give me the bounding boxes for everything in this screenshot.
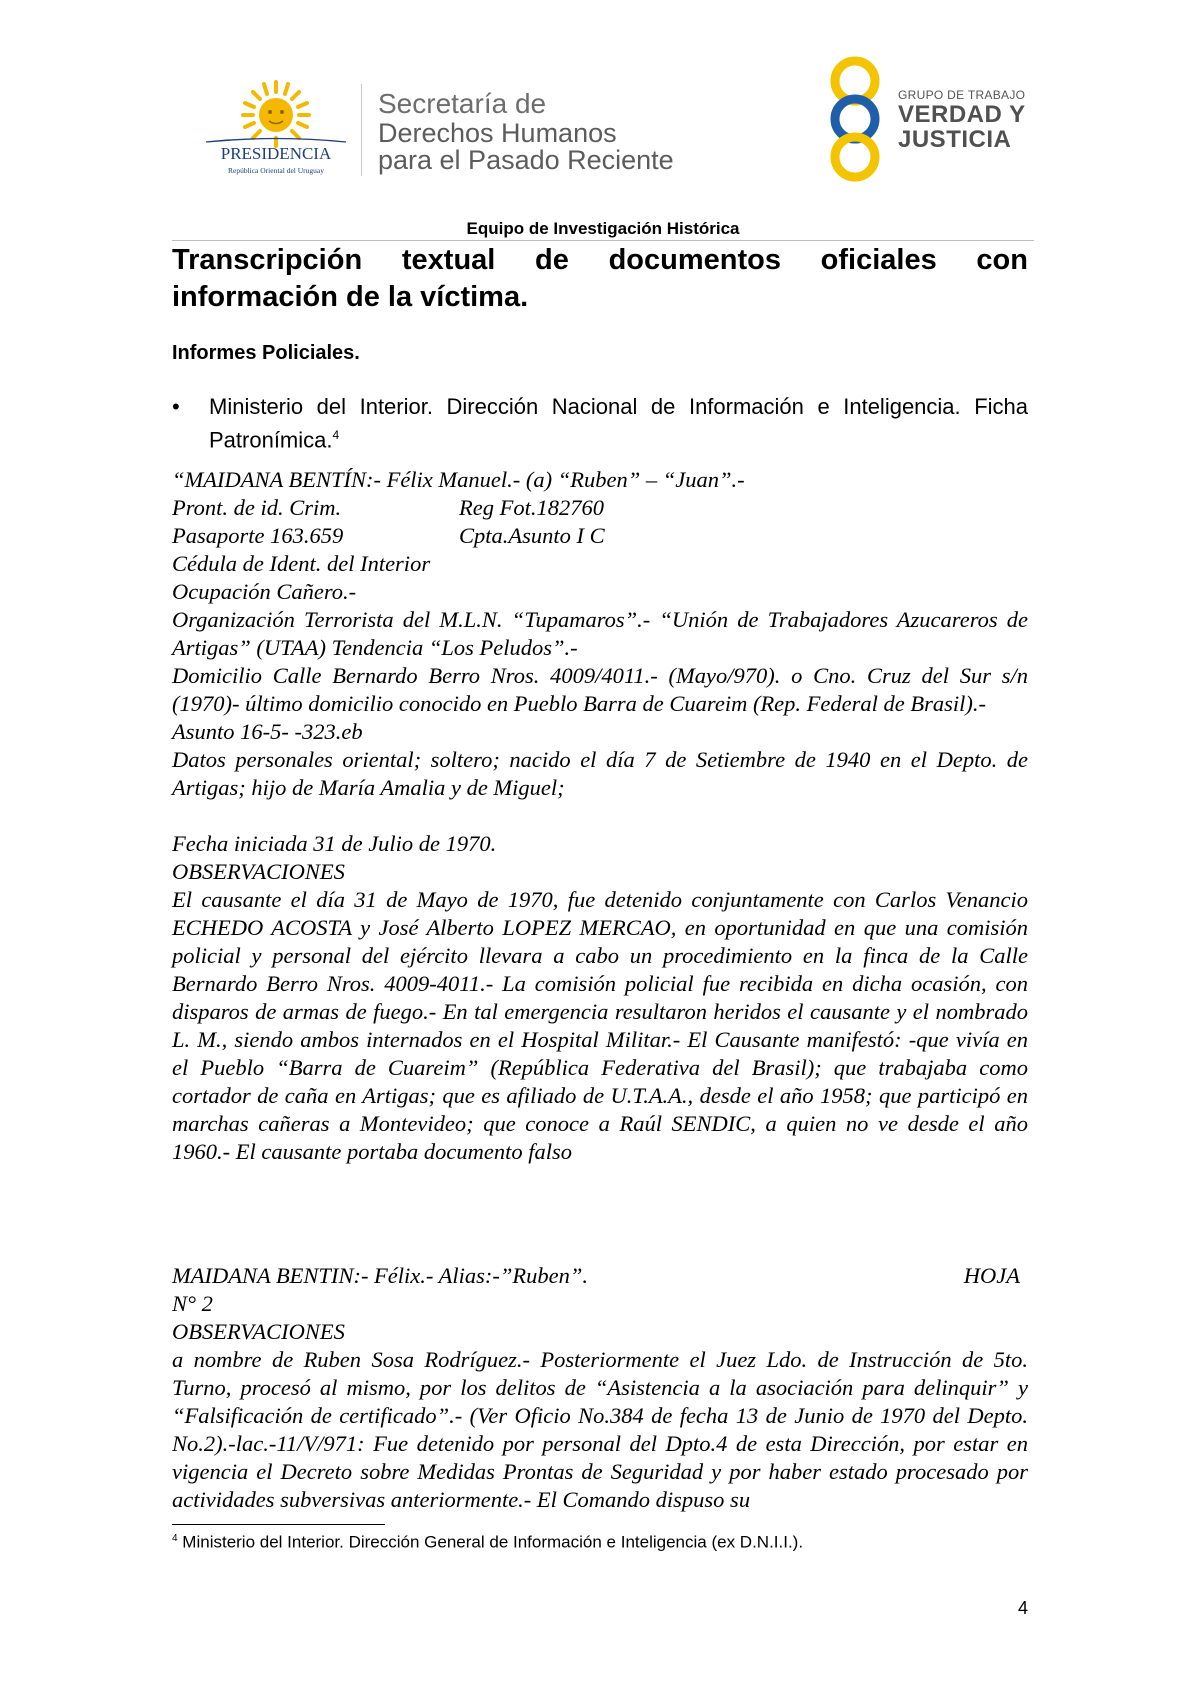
source-bullet (172, 392, 1028, 454)
record-name-line: “MAIDANA BENTÍN:- Félix Manuel.- (a) “Ruben” – “Juan”.- (172, 467, 745, 492)
page-title: Transcripción textual de documentos oficiales con información de la víctima. (172, 244, 1028, 313)
record-row-2-left: Pasaporte 163.659 (172, 523, 344, 548)
secretaria-line-1: Secretaría de (378, 88, 547, 119)
sheet-2 (172, 1262, 1028, 1514)
sheet-2-observaciones-text: a nombre de Ruben Sosa Rodríguez.- Posteriormente el Juez Ldo. de Instrucción de 5to. Turno, procesó al mismo, por los delitos de “Asistencia a la asociación para delinquir” y “Falsificación de certificado”.- (Ver Oficio No.384 de fecha 13 de Junio de 1970 del Depto. No.2).-lac.-11/V/971: Fue detenido por personal del Dpto.4 de esta Dirección, por estar en vigencia el Decreto sobre Medidas Prontas de Seguridad y por haber estado procesado por actividades subversivas anteriormente.- El Comando dispuso su (172, 1347, 1028, 1512)
record-cedula: Cédula de Ident. del Interior (172, 551, 431, 576)
footnote (172, 1528, 803, 1554)
gt-line-2: VERDAD Y (898, 101, 1026, 128)
secretaria-name (378, 88, 674, 174)
source-text: Ministerio del Interior. Dirección Nacional de Información e Inteligencia. Ficha Patronímica. (209, 394, 1028, 453)
footnote-text: Ministerio del Interior. Dirección General de Información e Inteligencia (ex D.N.I.I.). (182, 1532, 804, 1552)
sheet-2-heading-row (172, 1262, 1028, 1290)
sheet-2-number: N° 2 (172, 1291, 213, 1316)
page-number: 4 (1018, 1598, 1029, 1618)
sheet-2-hoja: HOJA (963, 1263, 1020, 1288)
intro-block (172, 242, 1028, 453)
gt-line-3: JUSTICIA (898, 126, 1012, 153)
sheet-2-heading: MAIDANA BENTIN:- Félix.- Alias:-”Ruben”. (172, 1263, 588, 1288)
presidencia-name: PRESIDENCIA (220, 144, 332, 163)
section-heading: Informes Policiales. (172, 342, 360, 364)
record-row-1 (172, 494, 1028, 522)
logo-divider (361, 84, 362, 176)
secretaria-line-3: para el Pasado Reciente (378, 145, 674, 175)
record-observaciones-text: El causante el día 31 de Mayo de 1970, fue detenido conjuntamente con Carlos Venancio ECHEDO ACOSTA y José Alberto LOPEZ MERCAO, en oportunidad en que una comisión policial y personal del ejército llevara a cabo un procedimiento en la finca de la Calle Bernardo Berro Nros. 4009-4011.- La comisión policial fue recibida en dicha ocasión, con disparos de armas de fuego.- En tal emergencia resultaron heridos el causante y el nombrado L. M., siendo ambos internados en el Hospital Militar.- El Causante manifestó: -que vivía en el Pueblo “Barra de Cuareim” (República Federativa del Brasil); que trabajaba como cortador de caña en Artigas; que es afiliado de U.T.A.A., desde el año 1958; que participó en marchas cañeras a Montevideo; que conoce a Raúl SENDIC, a quien no ve desde el año 1960.- El causante portaba documento falso (172, 887, 1028, 1164)
secretaria-line-2: Derechos Humanos (378, 118, 617, 148)
grupo-trabajo-logo (820, 56, 910, 182)
presidencia-subname: República Oriental del Uruguay (227, 166, 325, 175)
presidencia-logo (196, 80, 356, 180)
record-datos: Datos personales oriental; soltero; nacido el día 7 de Setiembre de 1940 en el Depto. de Artigas; hijo de María Amalia y de Miguel; (172, 747, 1028, 800)
record-domicilio: Domicilio Calle Bernardo Berro Nros. 4009/4011.- (Mayo/970). o Cno. Cruz del Sur s/n (1970)- último domicilio conocido en Pueblo Barra de Cuareim (Rep. Federal de Brasil).- (172, 663, 1028, 716)
record-row-1-left: Pront. de id. Crim. (172, 495, 342, 520)
bullet-icon: • (172, 394, 180, 419)
footnote-number: 4 (172, 1533, 178, 1544)
record-row-2 (172, 522, 1028, 550)
header-rule (172, 240, 1034, 241)
record-asunto: Asunto 16-5- -323.eb (172, 719, 363, 744)
record-row-1-right: Reg Fot.182760 (459, 495, 604, 520)
team-header: Equipo de Investigación Histórica (466, 219, 740, 238)
record-transcription (172, 466, 1028, 1166)
record-ocupacion: Ocupación Cañero.- (172, 579, 357, 604)
record-row-2-right: Cpta.Asunto I C (459, 523, 605, 548)
footnote-ref: 4 (332, 428, 340, 442)
interlocked-rings-icon (820, 56, 910, 182)
record-organizacion: Organización Terrorista del M.L.N. “Tupamaros”.- “Unión de Trabajadores Azucareros de Artigas” (UTAA) Tendencia “Los Peludos”.- (172, 607, 1028, 660)
gt-line-1: GRUPO DE TRABAJO (898, 88, 1026, 102)
footnote-rule (172, 1524, 385, 1525)
record-fecha: Fecha iniciada 31 de Julio de 1970. (172, 831, 497, 856)
record-observaciones-label: OBSERVACIONES (172, 859, 345, 884)
grupo-trabajo-text (898, 88, 1026, 152)
sun-emblem-icon (196, 80, 356, 180)
sheet-2-observaciones-label: OBSERVACIONES (172, 1319, 345, 1344)
